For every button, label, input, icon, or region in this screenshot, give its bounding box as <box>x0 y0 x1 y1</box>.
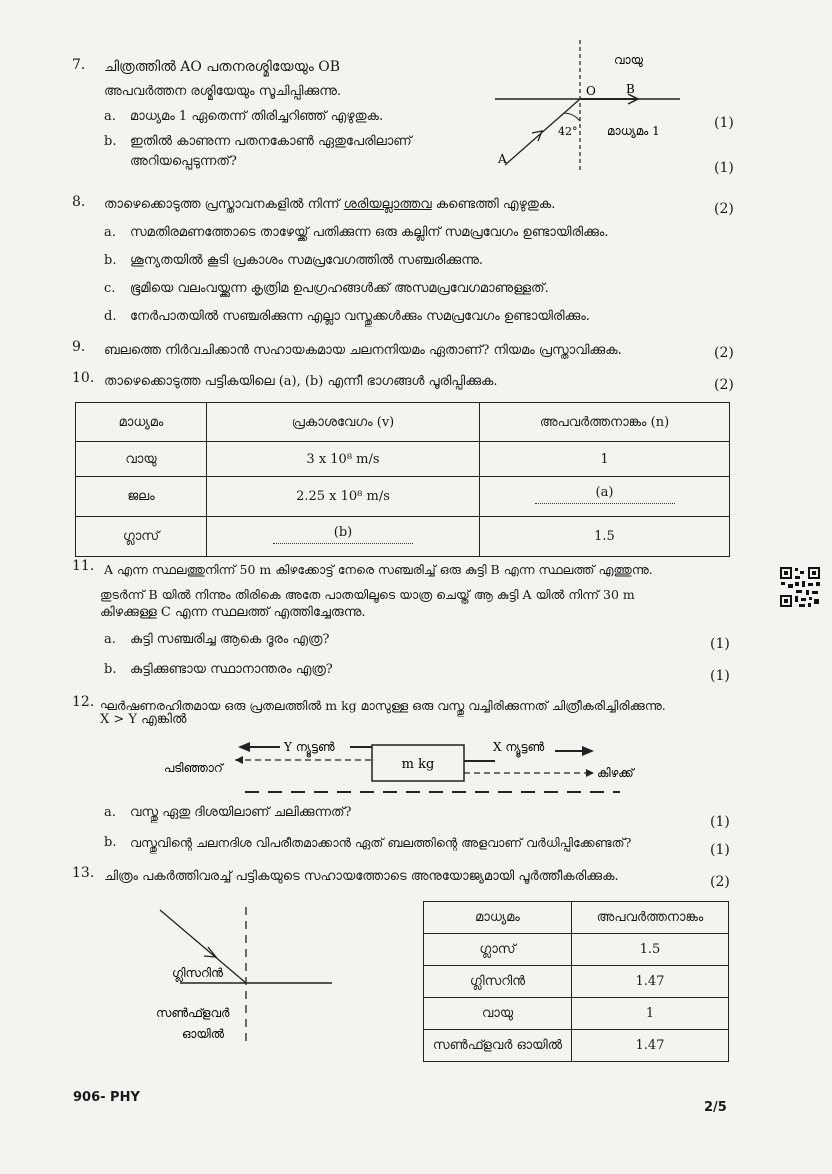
q8b-text: ശൂന്യതയിൽ കൂടി പ്രകാശം സമപ്രവേഗത്തിൽ സഞ്ചരിക്കുന്നു. <box>130 253 484 268</box>
q12a-mark: (1) <box>710 814 730 830</box>
q13-cell-medium: ഗ്ലിസറിൻ <box>424 966 572 998</box>
q12-text-line2: X > Y എങ്കിൽ <box>100 712 187 727</box>
q12b-label: b. <box>104 835 117 850</box>
q11a-label: a. <box>104 632 116 647</box>
q8c-text: ഭൂമിയെ വലംവയ്ക്കുന്ന കൃത്രിമ ഉപഗ്രഹങ്ങൾക്ക് അസമപ്രവേഗമാണുള്ളത്. <box>130 281 549 296</box>
q7-text-line2: അപവർത്തന രശ്മിയേയും സൂചിപ്പിക്കുന്നു. <box>104 84 342 99</box>
q12-y-force-arrowhead <box>238 742 250 752</box>
q13-table-header <box>424 902 729 934</box>
q8b-label: b. <box>104 253 117 268</box>
q10-cell-index: 1 <box>480 442 730 477</box>
q7-number: 7. <box>72 57 86 73</box>
q10-cell-speed-blank <box>207 517 480 557</box>
q10-text: താഴെക്കൊടുത്ത പട്ടികയിലെ (a), (b) എന്നീ ഭാഗങ്ങൾ പൂരിപ്പിക്കുക. <box>104 374 498 389</box>
q7-point-o: O <box>586 84 596 98</box>
q7b-text-line2: അറിയപ്പെടുന്നത്? <box>130 154 237 169</box>
q13-table <box>423 901 729 1062</box>
q13-header-index: അപവർത്തനാങ്കം <box>572 902 729 934</box>
q13-sunflower-label-line2: ഓയിൽ <box>182 1027 225 1041</box>
q10-number: 10. <box>72 370 95 386</box>
q10-cell-index: 1.5 <box>480 517 730 557</box>
table-row <box>424 934 729 966</box>
q13-text: ചിത്രം പകർത്തിവരച്ച് പട്ടികയുടെ സഹായത്തോടെ അനുയോജ്യമായി പൂർത്തീകരിക്കുക. <box>104 869 619 884</box>
q7a-label: a. <box>104 109 116 124</box>
q13-number: 13. <box>72 865 95 881</box>
q10-cell-index-blank <box>480 477 730 517</box>
q13-cell-index: 1.47 <box>572 1030 729 1062</box>
q7a-mark: (1) <box>714 115 734 131</box>
q8c-label: c. <box>104 281 116 296</box>
q10-table <box>75 402 730 557</box>
q10-cell-medium: ഗ്ലാസ് <box>76 517 207 557</box>
q8-mark: (2) <box>714 201 734 217</box>
q7-angle-arc <box>564 113 580 121</box>
q13-cell-index: 1.5 <box>572 934 729 966</box>
q11-text-line3: കിഴക്കുള്ള C എന്ന സ്ഥലത്ത് എത്തിച്ചേരുന്നു. <box>100 605 366 620</box>
table-row <box>424 966 729 998</box>
q12-text-line1: ഘർഷണരഹിതമായ ഒരു പ്രതലത്തിൽ m kg മാസുള്ള ഒരു വസ്തു വച്ചിരിക്കുന്നത് ചിത്രീകരിച്ചിരിക്കുന്നു. <box>100 698 666 713</box>
q11b-text: കുട്ടിക്കുണ്ടായ സ്ഥാനാന്തരം എത്ര? <box>130 662 333 677</box>
q13-mark: (2) <box>710 874 730 890</box>
q12-x-force-arrowhead <box>582 746 594 756</box>
q8-text: താഴെക്കൊടുത്ത പ്രസ്താവനകളിൽ നിന്ന് ശരിയല്ലാത്തവ കണ്ടെത്തി എഴുതുക. <box>104 197 556 212</box>
q12-east-label: കിഴക്ക് <box>597 766 634 780</box>
q10-table-header <box>76 403 730 442</box>
q12b-text: വസ്തുവിന്റെ ചലനദിശ വിപരീതമാക്കാൻ ഏത് ബലത്തിന്റെ അളവാണ് വർധിപ്പിക്കേണ്ടത്? <box>130 835 632 850</box>
q9-number: 9. <box>72 339 86 355</box>
page-number: 2/5 <box>704 1100 727 1115</box>
q12b-mark: (1) <box>710 842 730 858</box>
q13-refraction-figure <box>140 905 340 1055</box>
q13-cell-medium: വായു <box>424 998 572 1030</box>
q7b-mark: (1) <box>714 160 734 176</box>
q12-west-label: പടിഞ്ഞാറ് <box>164 761 223 775</box>
q8a-label: a. <box>104 225 116 240</box>
q12-mass-label: m kg <box>401 757 435 772</box>
q12-force-figure <box>160 735 660 800</box>
q12-y-force-label: Y ന്യൂട്ടൺ <box>284 740 335 754</box>
q12a-text: വസ്തു ഏതു ദിശയിലാണ് ചലിക്കുന്നത്? <box>130 805 352 820</box>
table-row <box>76 442 730 477</box>
q10-blank-b: (b) <box>333 525 353 540</box>
q12-number: 12. <box>72 694 95 710</box>
q13-header-medium: മാധ്യമം <box>424 902 572 934</box>
q13-cell-medium: ഗ്ലാസ് <box>424 934 572 966</box>
q8-number: 8. <box>72 194 86 210</box>
q8d-label: d. <box>104 309 117 324</box>
q7-point-b: B <box>626 82 635 96</box>
q11a-text: കുട്ടി സഞ്ചരിച്ച ആകെ ദൂരം എത്ര? <box>130 632 330 647</box>
q13-cell-index: 1.47 <box>572 966 729 998</box>
q12-west-arrowhead <box>235 756 243 764</box>
q12-east-arrowhead <box>586 769 594 777</box>
q7-text-line1: ചിത്രത്തിൽ AO പതനരശ്മിയേയും OB <box>104 59 340 75</box>
q10-cell-speed: 2.25 x 10⁸ m/s <box>207 477 480 517</box>
q10-cell-medium: ജലം <box>76 477 207 517</box>
q11b-label: b. <box>104 662 117 677</box>
q10-cell-speed: 3 x 10⁸ m/s <box>207 442 480 477</box>
q13-sunflower-label-line1: സൺഫ്ളവർ <box>156 1006 230 1020</box>
table-row <box>76 517 730 557</box>
q7-medium1-label: മാധ്യമം 1 <box>607 124 660 138</box>
q9-text: ബലത്തെ നിർവചിക്കാൻ സഹായകമായ ചലനനിയമം ഏതാണ്? നിയമം പ്രസ്താവിക്കുക. <box>104 343 622 358</box>
q7-angle-label: 42° <box>558 125 578 138</box>
q12-x-force-label: X ന്യൂട്ടൺ <box>493 740 545 754</box>
q7-air-label: വായു <box>614 53 643 67</box>
q10-mark: (2) <box>714 377 734 393</box>
q11-text-line2: തുടർന്ന് B യിൽ നിന്നും തിരികെ അതേ പാതയിലൂടെ യാത്ര ചെയ്ത് ആ കുട്ടി A യിൽ നിന്ന് 30 m <box>100 587 635 602</box>
q11-number: 11. <box>72 558 95 574</box>
q10-header-index: അപവർത്തനാങ്കം (n) <box>480 403 730 442</box>
q10-blank-a: (a) <box>595 485 614 500</box>
q9-mark: (2) <box>714 345 734 361</box>
table-row <box>424 1030 729 1062</box>
table-row <box>76 477 730 517</box>
q12a-label: a. <box>104 805 116 820</box>
q7a-text: മാധ്യമം 1 ഏതെന്ന് തിരിച്ചറിഞ്ഞ് എഴുതുക. <box>130 109 384 124</box>
q8a-text: സമതിരമണത്തോടെ താഴേയ്ക്ക് പതിക്കുന്ന ഒരു കല്ലിന് സമപ്രവേഗം ഉണ്ടായിരിക്കും. <box>130 225 609 240</box>
q13-glycerine-label: ഗ്ലിസറിൻ <box>172 966 223 980</box>
q7-point-a: A <box>498 152 507 166</box>
q7b-label: b. <box>104 134 117 149</box>
q7-refraction-figure <box>490 35 690 175</box>
q10-cell-medium: വായു <box>76 442 207 477</box>
q13-cell-medium: സൺഫ്ളവർ ഓയിൽ <box>424 1030 572 1062</box>
q10-header-medium: മാധ്യമം <box>76 403 207 442</box>
table-row <box>424 998 729 1030</box>
q11a-mark: (1) <box>710 636 730 652</box>
q10-header-speed: പ്രകാശവേഗം (v) <box>207 403 480 442</box>
q13-cell-index: 1 <box>572 998 729 1030</box>
q11-text-line1: A എന്ന സ്ഥലത്തുനിന്ന് 50 m കിഴക്കോട്ട് നേരെ സഞ്ചരിച്ച് ഒരു കുട്ടി B എന്ന സ്ഥലത്ത് എത്തുന്നു. <box>104 562 653 577</box>
q8d-text: നേർപാതയിൽ സഞ്ചരിക്കുന്ന എല്ലാ വസ്തുക്കൾക്കും സമപ്രവേഗം ഉണ്ടായിരിക്കും. <box>130 309 590 324</box>
q11b-mark: (1) <box>710 668 730 684</box>
paper-code: 906- PHY <box>73 1090 140 1105</box>
qr-code-icon <box>779 566 821 608</box>
q7b-text-line1: ഇതിൽ കാണുന്ന പതനകോൺ ഏതുപേരിലാണ് <box>130 134 412 149</box>
